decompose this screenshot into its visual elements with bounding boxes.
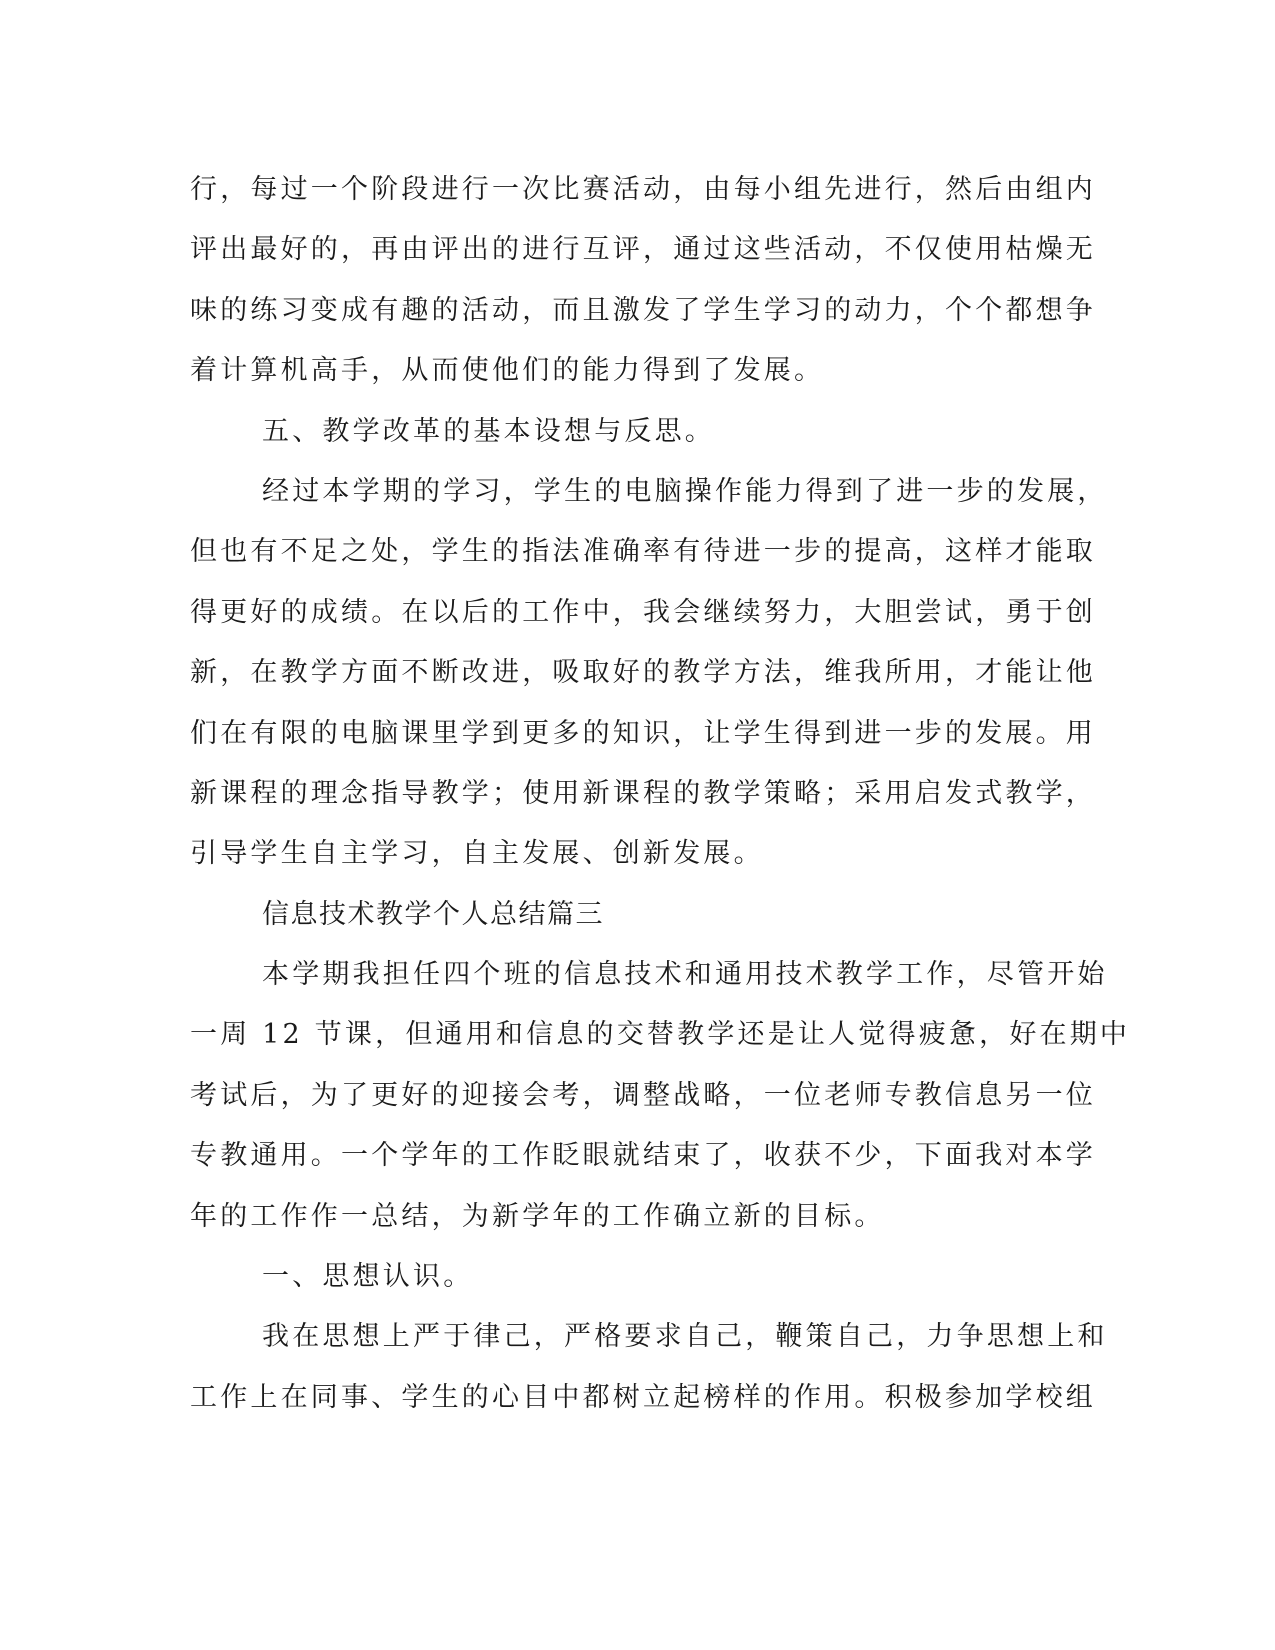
text-line: 一周 12 节课，但通用和信息的交替教学还是让人觉得疲惫，好在期中 xyxy=(190,1019,1131,1051)
text-line: 但也有不足之处，学生的指法准确率有待进一步的提高，这样才能取 xyxy=(190,536,1096,568)
document-body xyxy=(190,160,1131,1428)
text-line: 得更好的成绩。在以后的工作中，我会继续努力，大胆尝试，勇于创 xyxy=(190,596,1096,628)
text-line: 年的工作作一总结，为新学年的工作确立新的目标。 xyxy=(190,1200,885,1232)
text-line: 着计算机高手，从而使他们的能力得到了发展。 xyxy=(190,355,825,387)
article-title: 信息技术教学个人总结篇三 xyxy=(262,898,604,930)
paragraph-start: 经过本学期的学习，学生的电脑操作能力得到了进一步的发展， xyxy=(262,475,1108,507)
text-line: 行，每过一个阶段进行一次比赛活动，由每小组先进行，然后由组内 xyxy=(190,174,1096,205)
text-line: 新，在教学方面不断改进，吸取好的教学方法，维我所用，才能让他 xyxy=(190,657,1096,689)
text-line: 评出最好的，再由评出的进行互评，通过这些活动，不仅使用枯燥无 xyxy=(190,234,1096,266)
text-line: 新课程的理念指导教学；使用新课程的教学策略；采用启发式教学， xyxy=(190,777,1096,809)
text-line: 引导学生自主学习，自主发展、创新发展。 xyxy=(190,838,764,870)
text-line: 工作上在同事、学生的心目中都树立起榜样的作用。积极参加学校组 xyxy=(190,1381,1096,1413)
text-line: 考试后，为了更好的迎接会考，调整战略，一位老师专教信息另一位 xyxy=(190,1079,1096,1111)
paragraph-start: 本学期我担任四个班的信息技术和通用技术教学工作，尽管开始 xyxy=(262,959,1108,991)
section-heading: 一、思想认识。 xyxy=(262,1261,474,1293)
paragraph-start: 我在思想上严于律己，严格要求自己，鞭策自己，力争思想上和 xyxy=(262,1321,1108,1353)
text-line: 味的练习变成有趣的活动，而且激发了学生学习的动力，个个都想争 xyxy=(190,294,1096,326)
text-line: 专教通用。一个学年的工作眨眼就结束了，收获不少，下面我对本学 xyxy=(190,1140,1096,1172)
text-line: 们在有限的电脑课里学到更多的知识，让学生得到进一步的发展。用 xyxy=(190,717,1096,749)
section-heading: 五、教学改革的基本设想与反思。 xyxy=(262,415,715,447)
